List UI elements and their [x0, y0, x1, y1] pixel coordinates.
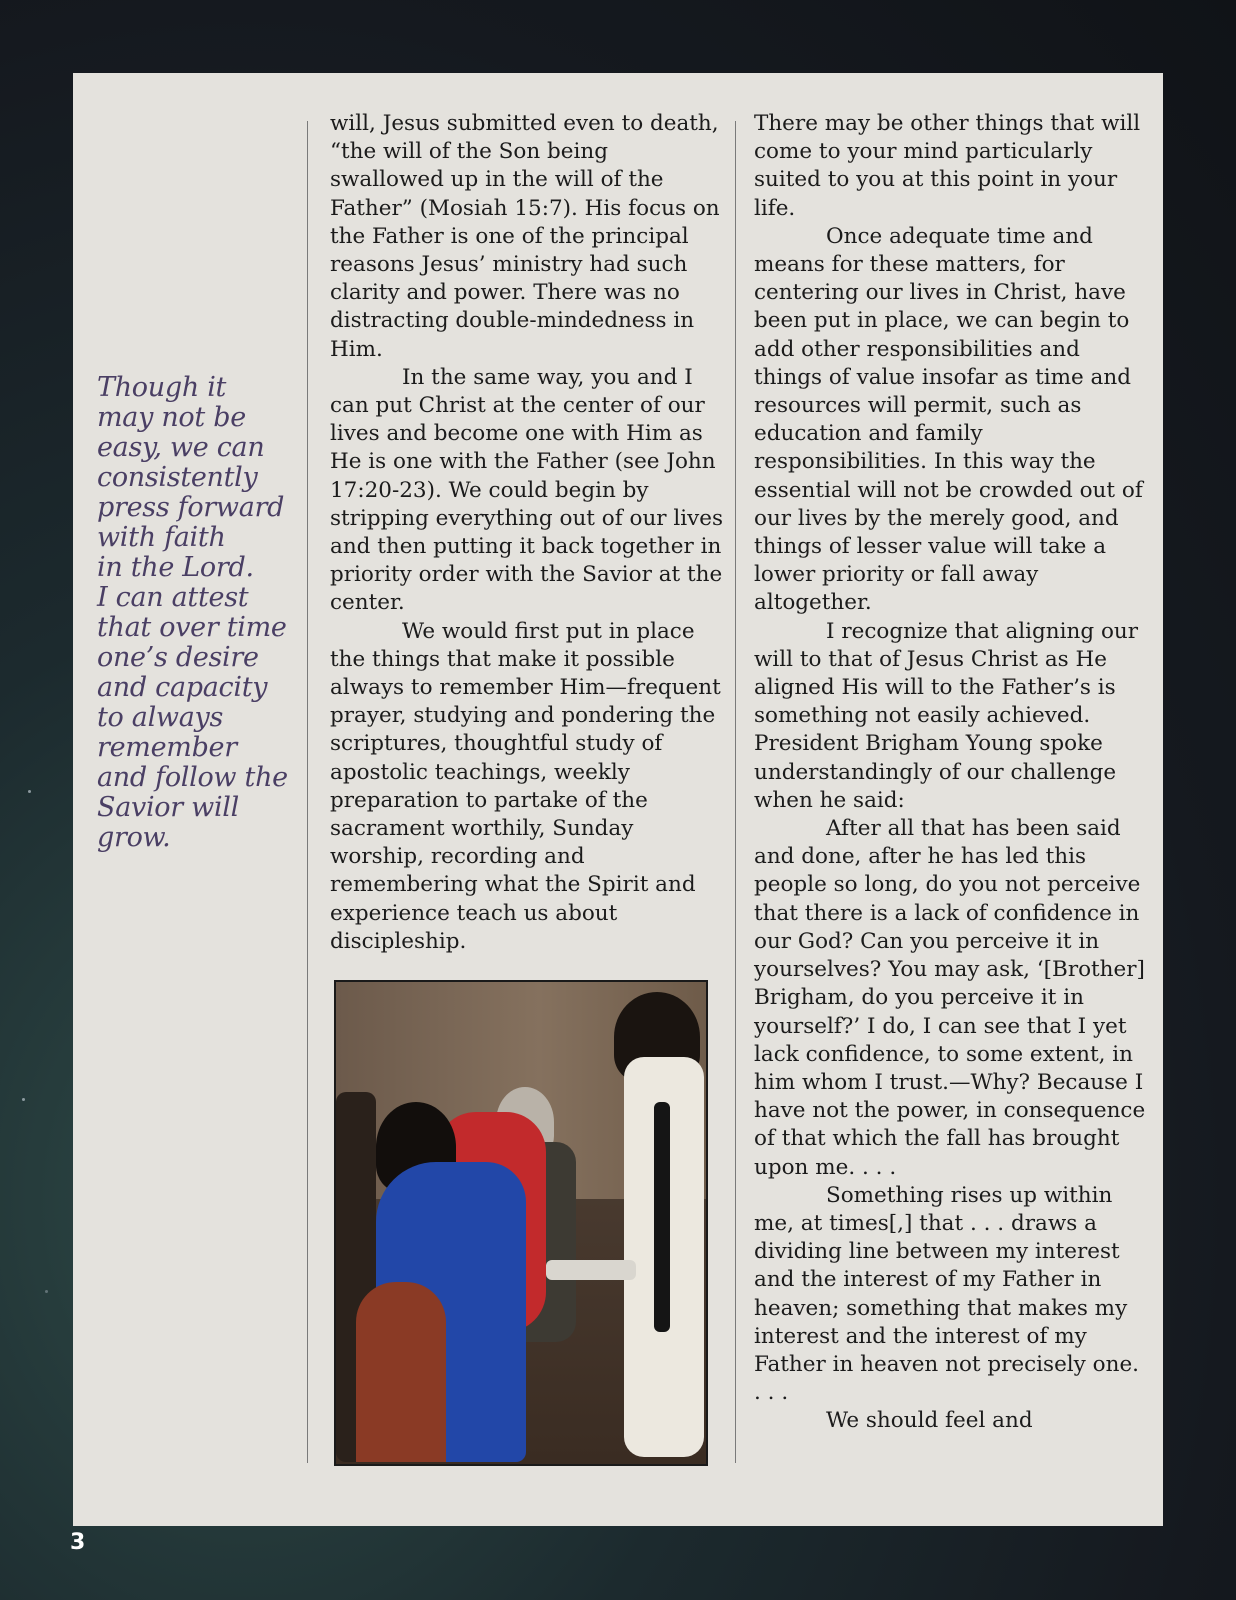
star [28, 790, 31, 793]
paragraph: Once adequate time and means for these matters, for centering our lives in Christ, have been put in place, we can begin to add other responsibilities and things of value insofar as time and resources will permit, such as education and family responsibilities. In this way the essential will not be crowded out of our lives by the merely good, and things of lesser value will take a lower priority or fall away altogether. [754, 223, 1143, 616]
column-divider-left [307, 121, 308, 1463]
paragraph: We would first put in place the things that make it possible always to remember Him—frequent prayer, studying and pondering the scriptures, thoughtful study of apostolic teachings, weekly preparation to partake of the sacrament worthily, Sunday worship, recording and remembering what the Spirit and experience teach us about discipleship. [330, 618, 721, 954]
star [45, 1290, 48, 1293]
pull-quote: Though it may not be easy, we can consistently press forward with faith in the Lord. I can attest that over time one’s desire and capacity to always remember and follow the Savior will grow. [97, 372, 288, 853]
page-number: 3 [70, 1530, 86, 1555]
block-quote: After all that has been said and done, after he has led this people so long, do you not perceive that there is a lack of confidence in our God? Can you perceive it in yourselves? You may ask, ‘[Brother] Brigham, do you perceive it in yourself?’ I do, I can see that I yet lack confidence, to some extent, in him whom I trust.—Why? Because I have not the power, in consequence of that which the fall has brought upon me. . . . [754, 816, 1146, 1180]
paragraph: will, Jesus submitted even to death, “the will of the Son being swallowed up in the will of the Father” (Mosiah 15:7). His focus on the Father is one of the principal reasons Jesus’ ministry had such clarity and power. There was no distracting double-mindedness in Him. [330, 111, 720, 362]
block-quote: We should feel and [826, 1408, 1033, 1434]
paragraph: I recognize that aligning our will to that of Jesus Christ as He aligned His will to the Father’s is something not easily achieved. President Brigham Young spoke understandingly of our challenge when he said: [754, 618, 1139, 813]
paragraph: In the same way, you and I can put Christ at the center of our lives and become one with Him as He is one with the Father (see John 17:20-23). We could begin by stripping everything out of our lives and then putting it back together in priority order with the Savior at the center. [330, 364, 724, 616]
star [22, 1098, 25, 1101]
sacrament-photo [334, 980, 708, 1466]
column-divider-right [735, 121, 736, 1463]
paragraph: There may be other things that will come to your mind particularly suited to you at this point in your life. [754, 111, 1141, 221]
article-column-right [754, 110, 1149, 1436]
block-quote: Something rises up within me, at times[,] that . . . draws a dividing line between my interest and the interest of my Father in heaven; something that makes my interest and the interest of my Father in heaven not precisely one. . . . [754, 1182, 1140, 1406]
page-sheet [73, 73, 1163, 1526]
article-column-middle [330, 110, 725, 956]
